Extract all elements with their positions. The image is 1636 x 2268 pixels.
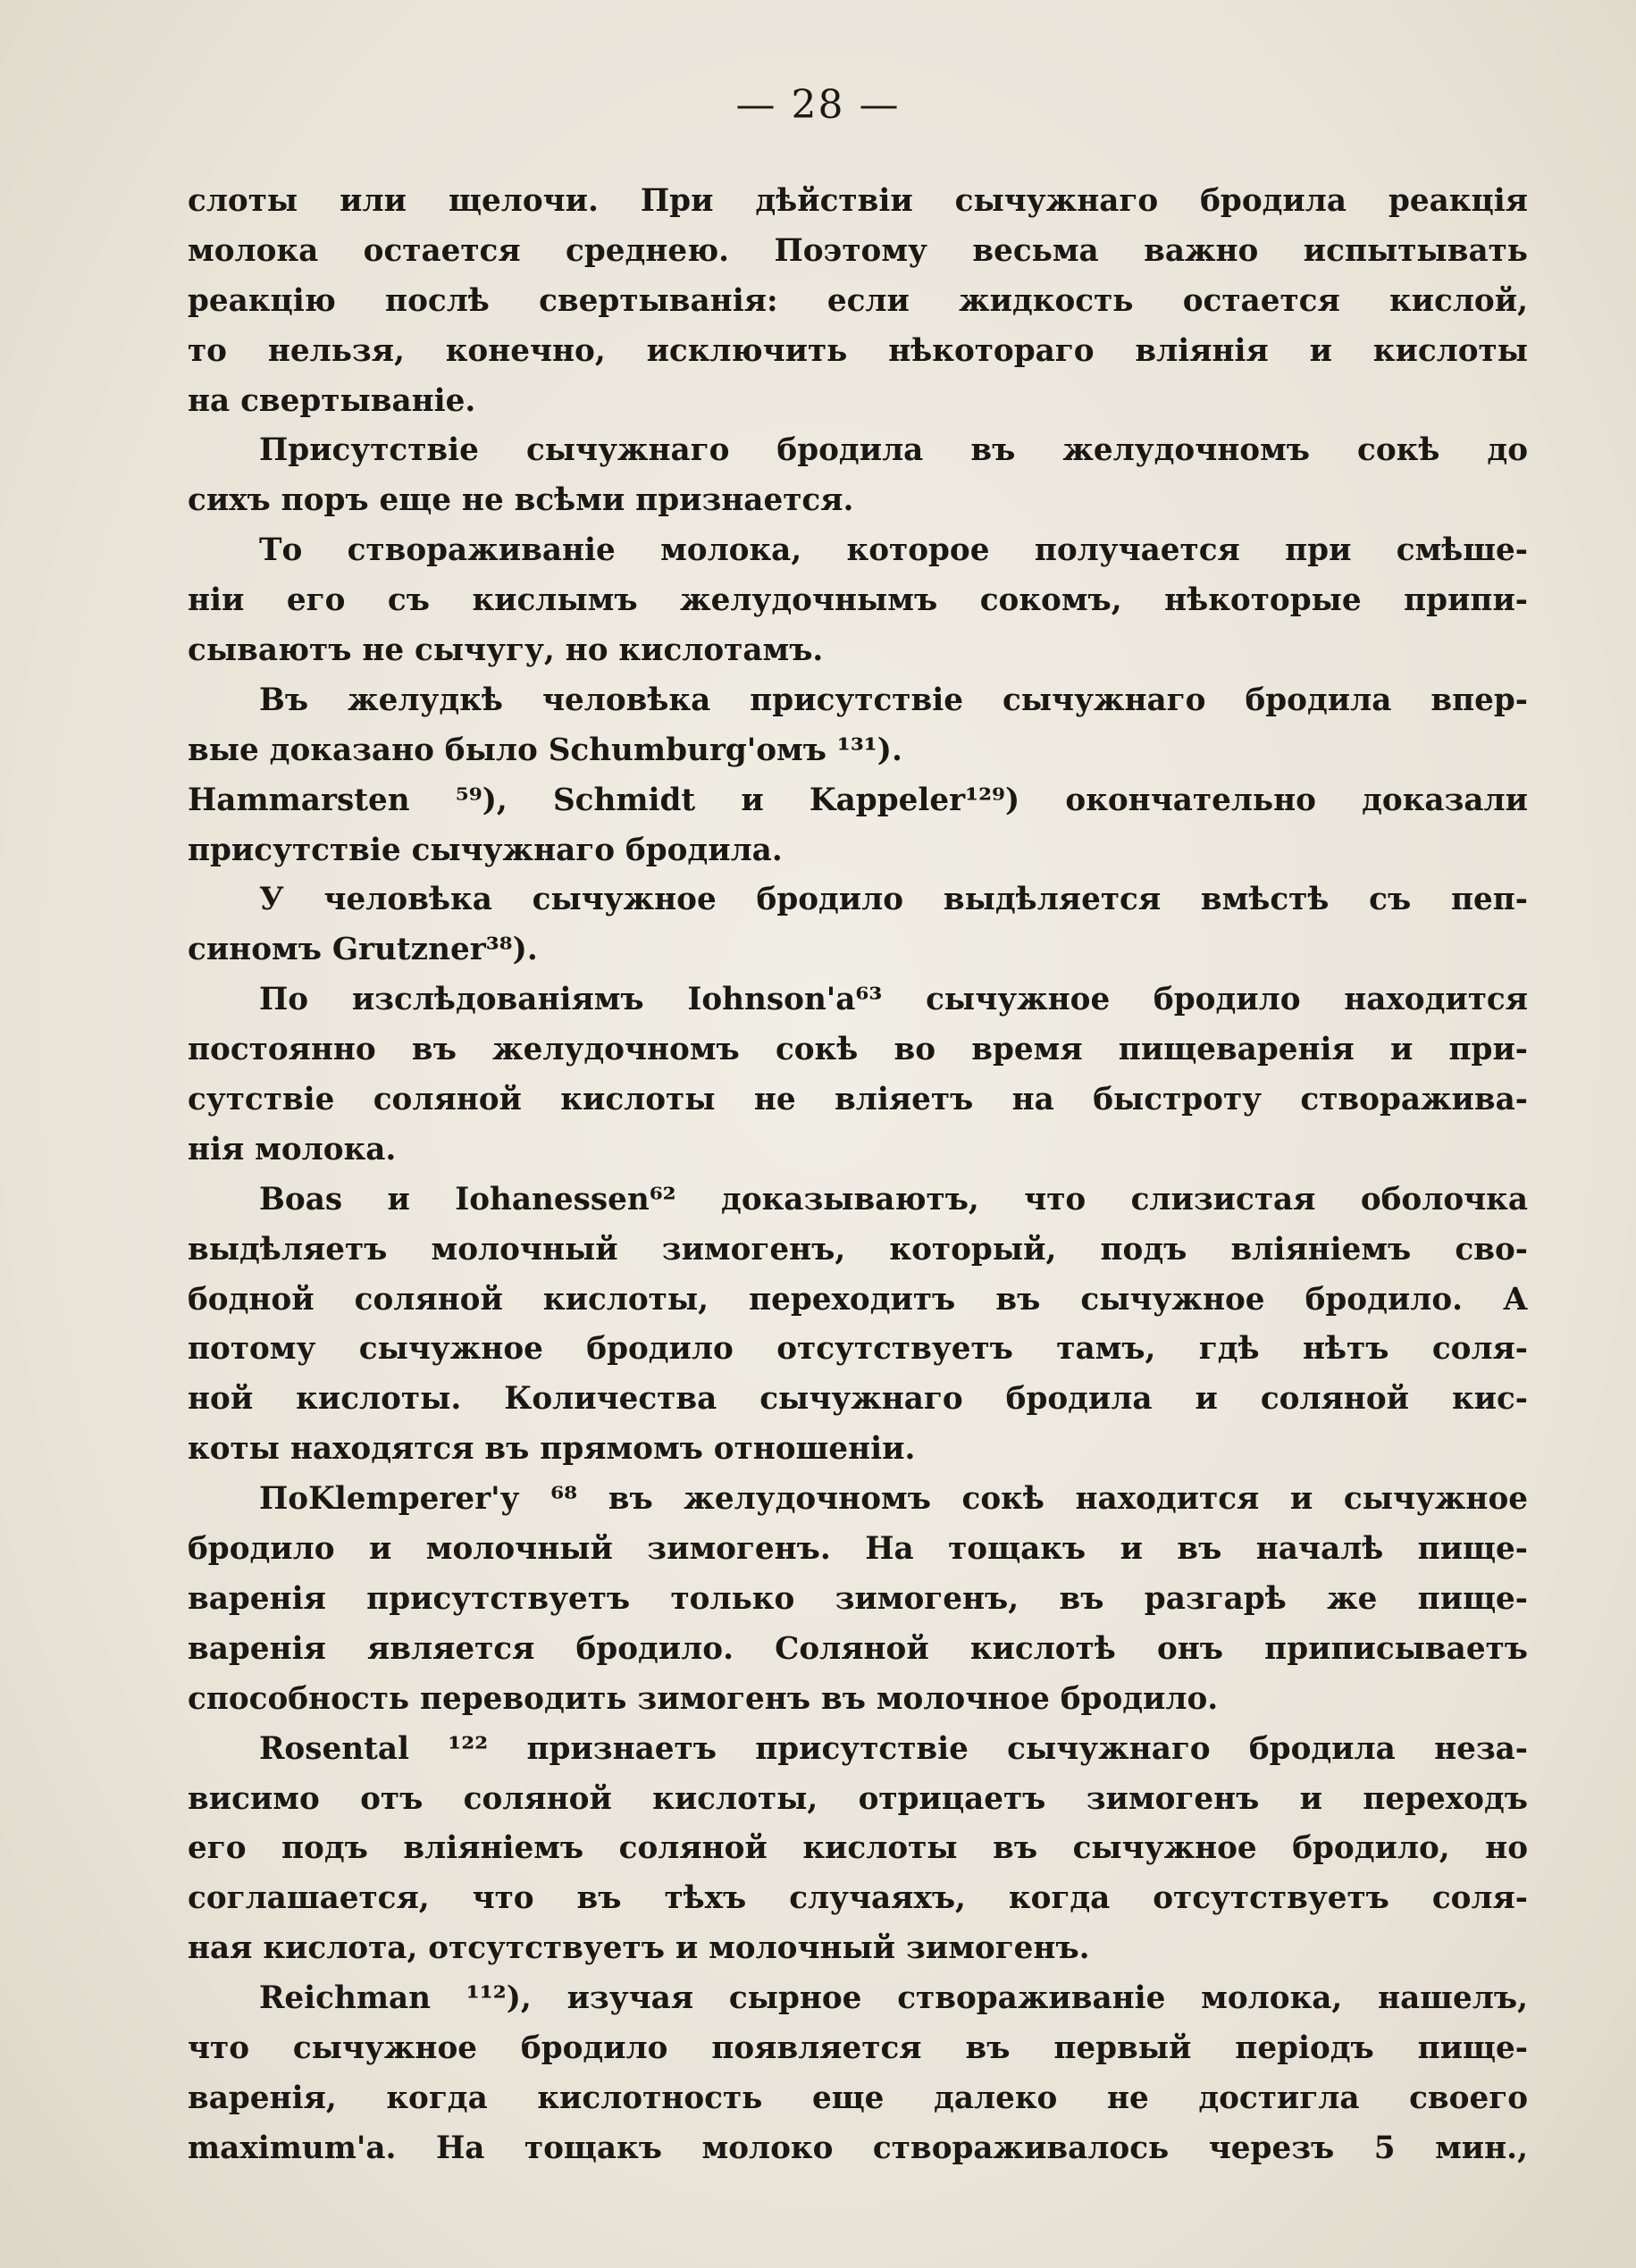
text-line: сихъ поръ еще не всѣми признается. — [188, 482, 854, 519]
paragraph-10 — [188, 1974, 1528, 2174]
text-line: сываютъ не сычугу, но кислотамъ. — [188, 632, 824, 669]
text-line: синомъ Grutzner³⁸). — [188, 932, 538, 968]
text-line: бодной соляной кислоты, переходитъ въ сычужное бродило. А — [188, 1281, 1528, 1318]
paragraph-6 — [188, 975, 1528, 1176]
text-line: коты находятся въ прямомъ отношеніи. — [188, 1431, 916, 1468]
text-line: способность переводить зимогенъ въ молочное бродило. — [188, 1680, 1219, 1717]
paragraph-5 — [188, 875, 1528, 975]
text-line: ной кислоты. Количества сычужнаго бродила и соляной кис- — [188, 1381, 1528, 1418]
text-line: сутствіе соляной кислоты не вліяетъ на быстроту створажива- — [188, 1082, 1528, 1118]
text-line: его подъ вліяніемъ соляной кислоты въ сычужное бродило, но — [188, 1830, 1528, 1867]
page-number: — 28 — — [735, 82, 901, 128]
paragraph-8 — [188, 1475, 1528, 1724]
text-line: Boas и Iohanessen⁶² доказываютъ, что слизистая оболочка — [259, 1181, 1528, 1218]
text-line: Reichman ¹¹²), изучая сырное створаживаніе молока, нашелъ, — [259, 1980, 1528, 2017]
text-line: что сычужное бродило появляется въ первый періодъ пище- — [188, 2029, 1528, 2066]
text-line: ная кислота, отсутствуетъ и молочный зимогенъ. — [188, 1930, 1090, 1967]
text-line: вые доказано было Schumburg'омъ ¹³¹). — [188, 732, 902, 768]
text-line: Присутствіе сычужнаго бродила въ желудочномъ сокѣ до — [259, 432, 1528, 469]
paragraph-2 — [188, 426, 1528, 526]
text-line: слоты или щелочи. При дѣйствіи сычужнаго бродила реакція — [188, 183, 1528, 219]
text-line: то нельзя, конечно, исключить нѣкотораго вліянія и кислоты — [188, 332, 1528, 369]
text-line: на свертываніе. — [188, 382, 476, 419]
paragraph-4 — [188, 676, 1528, 876]
text-line: молока остается среднею. Поэтому весьма важно испытывать — [188, 232, 1528, 269]
text-line: Rosental ¹²² признаетъ присутствіе сычужнаго бродила неза- — [259, 1730, 1528, 1767]
text-line: реакцію послѣ свертыванія: если жидкость остается кислой, — [188, 282, 1528, 319]
text-line: соглашается, что въ тѣхъ случаяхъ, когда отсутствуетъ соля- — [188, 1880, 1528, 1917]
text-line: варенія присутствуетъ только зимогенъ, въ разгарѣ же пище- — [188, 1580, 1528, 1617]
text-line: постоянно въ желудочномъ сокѣ во время пищеваренія и при- — [188, 1032, 1528, 1068]
text-line: потому сычужное бродило отсутствуетъ тамъ, гдѣ нѣтъ соля- — [188, 1331, 1528, 1368]
text-line: висимо отъ соляной кислоты, отрицаетъ зимогенъ и переходъ — [188, 1780, 1528, 1817]
text-line: присутствіе сычужнаго бродила. — [188, 832, 783, 868]
body-text — [188, 177, 1528, 2174]
paragraph-9 — [188, 1725, 1528, 1974]
text-line: нія молока. — [188, 1131, 397, 1167]
text-line: ніи его съ кислымъ желудочнымъ сокомъ, нѣкоторые припи- — [188, 582, 1528, 619]
text-line: выдѣляетъ молочный зимогенъ, который, подъ вліяніемъ сво- — [188, 1231, 1528, 1268]
text-line: варенія, когда кислотность еще далеко не достигла своего — [188, 2080, 1528, 2116]
text-line: Hammarsten ⁵⁹), Schmidt и Kappeler¹²⁹) окончательно доказали — [188, 782, 1528, 818]
text-line: ПоKlemperer'у ⁶⁸ въ желудочномъ сокѣ находится и сычужное — [259, 1481, 1528, 1518]
text-line: бродило и молочный зимогенъ. На тощакъ и въ началѣ пище- — [188, 1531, 1528, 1568]
text-line: варенія является бродило. Соляной кислотѣ онъ приписываетъ — [188, 1630, 1528, 1667]
text-line: Въ желудкѣ человѣка присутствіе сычужнаго бродила впер- — [259, 682, 1528, 718]
paragraph-7 — [188, 1176, 1528, 1475]
text-line: То створаживаніе молока, которое получается при смѣше- — [259, 532, 1528, 569]
paragraph-3 — [188, 526, 1528, 676]
paragraph-1 — [188, 177, 1528, 426]
text-line: По изслѣдованіямъ Iohnson'а⁶³ сычужное бродило находится — [259, 982, 1528, 1018]
text-line: У человѣка сычужное бродило выдѣляется вмѣстѣ съ пеп- — [259, 882, 1528, 918]
text-line: maximum'а. На тощакъ молоко створаживалось черезъ 5 мин., — [188, 2130, 1528, 2166]
